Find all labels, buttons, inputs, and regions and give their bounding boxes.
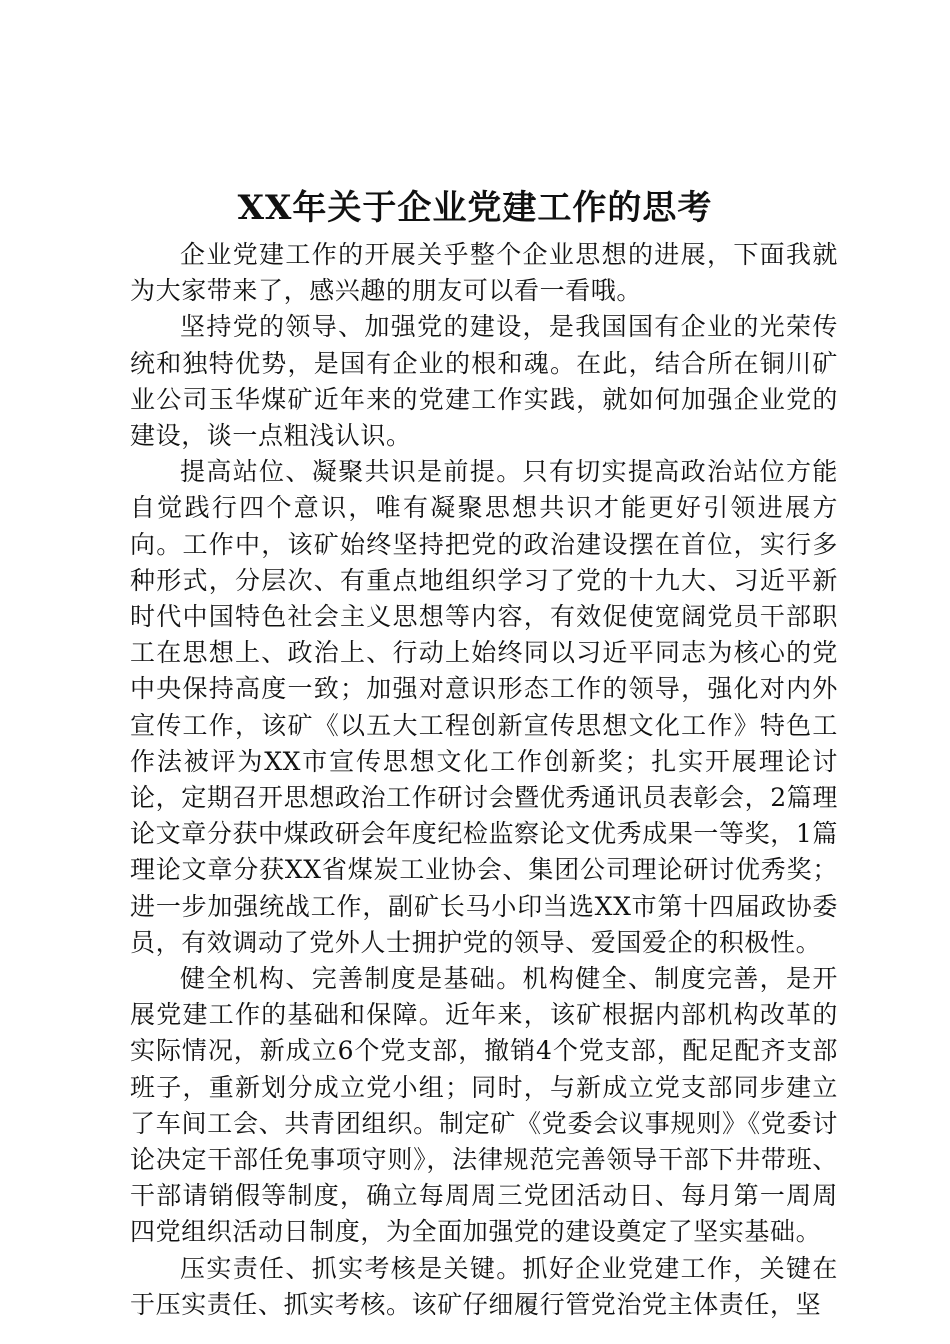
paragraph-intro: 企业党建工作的开展关乎整个企业思想的进展，下面我就为大家带来了，感兴趣的朋友可以看一看哦。 bbox=[130, 240, 838, 306]
document-body bbox=[130, 237, 838, 1323]
paragraph-leadership: 坚持党的领导、加强党的建设，是我国国有企业的光荣传统和独特优势，是国有企业的根和魂。在此，结合所在铜川矿业公司玉华煤矿近年来的党建工作实践，就如何加强企业党的建设，谈一点粗浅认识。 bbox=[130, 312, 838, 451]
paragraph-responsibility: 压实责任、抓实考核是关键。抓好企业党建工作，关键在于压实责任、抓实考核。该矿仔细履行管党治党主体责任，坚 bbox=[130, 1253, 838, 1319]
paragraph-institutions: 健全机构、完善制度是基础。机构健全、制度完善，是开展党建工作的基础和保障。近年来，该矿根据内部机构改革的实际情况，新成立6个党支部，撤销4个党支部，配足配齐支部班子，重新划分成立党小组；同时，与新成立党支部同步建立了车间工会、共青团组织。制定矿《党委会议事规则》《党委讨论决定干部任免事项守则》，法律规范完善领导干部下井带班、干部请销假等制度，确立每周周三党团活动日、每月第一周周四党组织活动日制度，为全面加强党的建设奠定了坚实基础。 bbox=[130, 964, 838, 1247]
document-title: XX年关于企业党建工作的思考 bbox=[237, 188, 713, 228]
paragraph-consensus: 提高站位、凝聚共识是前提。只有切实提高政治站位方能自觉践行四个意识，唯有凝聚思想共识才能更好引领进展方向。工作中，该矿始终坚持把党的政治建设摆在首位，实行多种形式，分层次、有重点地组织学习了党的十九大、习近平新时代中国特色社会主义思想等内容，有效促使宽阔党员干部职工在思想上、政治上、行动上始终同以习近平同志为核心的党中央保持高度一致；加强对意识形态工作的领导，强化对内外宣传工作，该矿《以五大工程创新宣传思想文化工作》特色工作法被评为XX市宣传思想文化工作创新奖；扎实开展理论讨论，定期召开思想政治工作研讨会暨优秀通讯员表彰会，2篇理论文章分获中煤政研会年度纪检监察论文优秀成果一等奖，1篇理论文章分获XX省煤炭工业协会、集团公司理论研讨优秀奖；进一步加强统战工作，副矿长马小印当选XX市第十四届政协委员，有效调动了党外人士拥护党的领导、爱国爱企的积极性。 bbox=[130, 457, 838, 957]
